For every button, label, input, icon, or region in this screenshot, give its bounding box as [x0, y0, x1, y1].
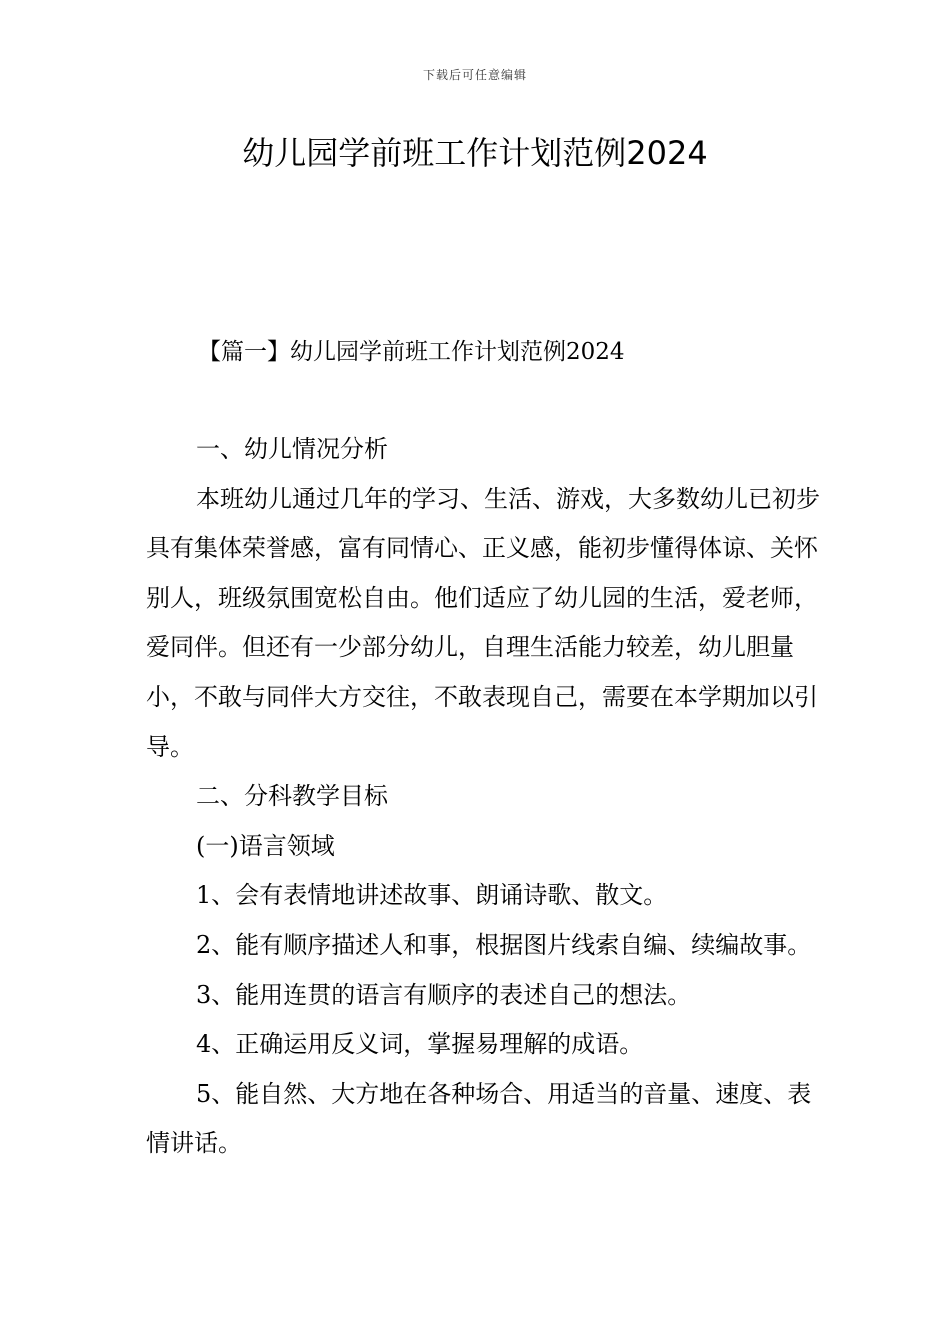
section-title: 【篇一】幼儿园学前班工作计划范例2024: [198, 339, 625, 365]
list-item-1: 1、会有表情地讲述故事、朗诵诗歌、散文。: [196, 881, 668, 910]
list-item-4: 4、正确运用反义词，掌握易理解的成语。: [196, 1030, 644, 1059]
heading-child-analysis: 一、幼儿情况分析: [196, 435, 388, 463]
header-note: 下载后可任意编辑: [422, 68, 527, 82]
list-item-2: 2、能有顺序描述人和事，根据图片线索自编、续编故事。: [196, 930, 812, 959]
paragraph-child-analysis: 本班幼儿通过几年的学习、生活、游戏，大多数幼儿已初步具有集体荣誉感，富有同情心、正义感，能初步懂得体谅、关怀别人，班级氛围宽松自由。他们适应了幼儿园的生活，爱老师，爱同伴。但还有一少部分幼儿，自理生活能力较差，幼儿胆量小，不敢与同伴大方交往，不敢表现自己，需要在本学期加以引导。: [146, 484, 820, 761]
document-body: [146, 425, 826, 1169]
heading-language-domain: (一)语言领域: [196, 831, 335, 860]
list-item-5: 5、能自然、大方地在各种场合、用适当的音量、速度、表情讲话。: [146, 1079, 812, 1158]
document-title: 幼儿园学前班工作计划范例2024: [242, 134, 708, 172]
heading-teaching-goals: 二、分科教学目标: [196, 782, 388, 811]
list-item-3: 3、能用连贯的语言有顺序的表述自己的想法。: [196, 980, 692, 1009]
